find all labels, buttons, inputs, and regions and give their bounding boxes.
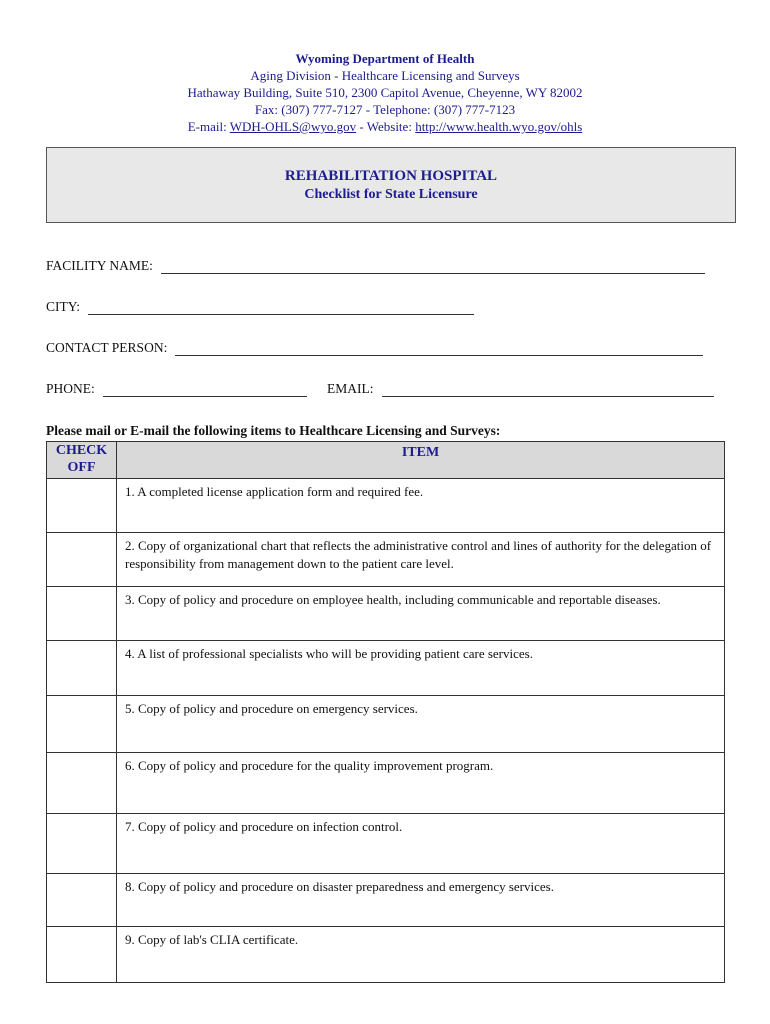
organization-name: Wyoming Department of Health	[295, 51, 475, 66]
contact-person-row	[46, 340, 703, 356]
email-row	[327, 381, 714, 397]
checklist-item: 9. Copy of lab's CLIA certificate.	[117, 927, 725, 983]
checklist-item: 1. A completed license application form and required fee.	[117, 479, 725, 533]
phone-row	[46, 381, 307, 397]
checklist-item: 6. Copy of policy and procedure for the quality improvement program.	[117, 753, 725, 814]
phone-field[interactable]	[103, 382, 307, 397]
city-label: CITY:	[46, 299, 81, 314]
division-name: Aging Division - Healthcare Licensing and Surveys	[250, 68, 520, 83]
checklist-item: 5. Copy of policy and procedure on emergency services.	[117, 696, 725, 753]
contact-person-label: CONTACT PERSON:	[46, 340, 168, 355]
contact-links	[0, 118, 770, 135]
checklist-table	[46, 441, 725, 983]
address: Hathaway Building, Suite 510, 2300 Capitol Avenue, Cheyenne, WY 82002	[187, 85, 583, 100]
city-field[interactable]	[88, 300, 474, 315]
document-title: REHABILITATION HOSPITAL	[284, 168, 498, 184]
check-off-cell[interactable]	[47, 927, 117, 983]
website-link[interactable]: http://www.health.wyo.gov/ohls	[415, 119, 583, 134]
check-off-cell[interactable]	[47, 533, 117, 587]
item-header: ITEM	[117, 442, 725, 479]
check-off-cell[interactable]	[47, 641, 117, 696]
checklist-item: 2. Copy of organizational chart that reflects the administrative control and lines of authority for the delegation of responsibility from management down to the patient care level.	[117, 533, 725, 587]
email-link[interactable]: WDH-OHLS@wyo.gov	[229, 119, 357, 134]
email-field-label: EMAIL:	[327, 381, 374, 396]
email-label: E-mail:	[187, 119, 230, 134]
website-label: - Website:	[356, 119, 416, 134]
document-subtitle: Checklist for State Licensure	[304, 187, 478, 202]
checklist-item: 3. Copy of policy and procedure on employee health, including communicable and reportable diseases.	[117, 587, 725, 641]
check-off-cell[interactable]	[47, 753, 117, 814]
contact-person-field[interactable]	[175, 341, 703, 356]
check-off-cell[interactable]	[47, 479, 117, 533]
facility-name-field[interactable]	[161, 259, 705, 274]
check-off-header: CHECK OFF	[47, 442, 117, 479]
check-off-cell[interactable]	[47, 587, 117, 641]
check-off-cell[interactable]	[47, 814, 117, 874]
title-box	[46, 147, 736, 223]
facility-name-row	[46, 258, 705, 274]
checklist-item: 7. Copy of policy and procedure on infection control.	[117, 814, 725, 874]
phone-label: PHONE:	[46, 381, 95, 396]
city-row	[46, 299, 474, 315]
email-field[interactable]	[382, 382, 714, 397]
checklist-item: 4. A list of professional specialists who will be providing patient care services.	[117, 641, 725, 696]
letterhead	[0, 50, 770, 135]
phone-fax: Fax: (307) 777-7127 - Telephone: (307) 777-7123	[254, 102, 516, 117]
facility-name-label: FACILITY NAME:	[46, 258, 153, 273]
check-off-cell[interactable]	[47, 696, 117, 753]
instructions: Please mail or E-mail the following items to Healthcare Licensing and Surveys:	[46, 423, 501, 438]
check-off-cell[interactable]	[47, 874, 117, 927]
checklist-item: 8. Copy of policy and procedure on disaster preparedness and emergency services.	[117, 874, 725, 927]
